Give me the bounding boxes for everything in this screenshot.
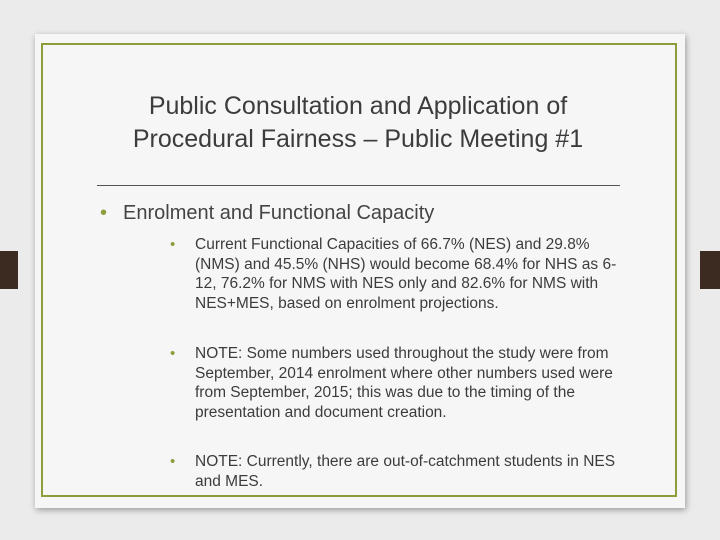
right-side-tab [700,251,720,289]
slide-title [88,90,628,156]
title-divider [97,185,620,186]
sub-bullet-text: NOTE: Some numbers used throughout the study were from September, 2014 enrolment where other numbers used were from September, 2015; this was due to the timing of the presentation and document creation. [195,345,613,421]
title-line-2: Procedural Fairness – Public Meeting #1 [132,125,584,153]
bullet-dot-icon: • [170,345,176,362]
bullet-dot-icon: • [170,236,176,253]
title-line-1: Public Consultation and Application of [148,92,568,120]
left-side-tab [0,251,18,289]
sub-bullet-text: Current Functional Capacities of 66.7% (NES) and 29.8% (NMS) and 45.5% (NHS) would become 68.4% for NHS as 6-12, 76.2% for NMS with NES only and 82.6% for NMS with NES+MES, based on enrolment projections. [195,236,617,312]
bullet-dot-icon: • [100,202,108,224]
main-bullet-text: Enrolment and Functional Capacity [123,202,435,224]
sub-bullet-text: NOTE: Currently, there are out-of-catchment students in NES and MES. [195,453,616,490]
bullet-dot-icon: • [170,453,176,470]
